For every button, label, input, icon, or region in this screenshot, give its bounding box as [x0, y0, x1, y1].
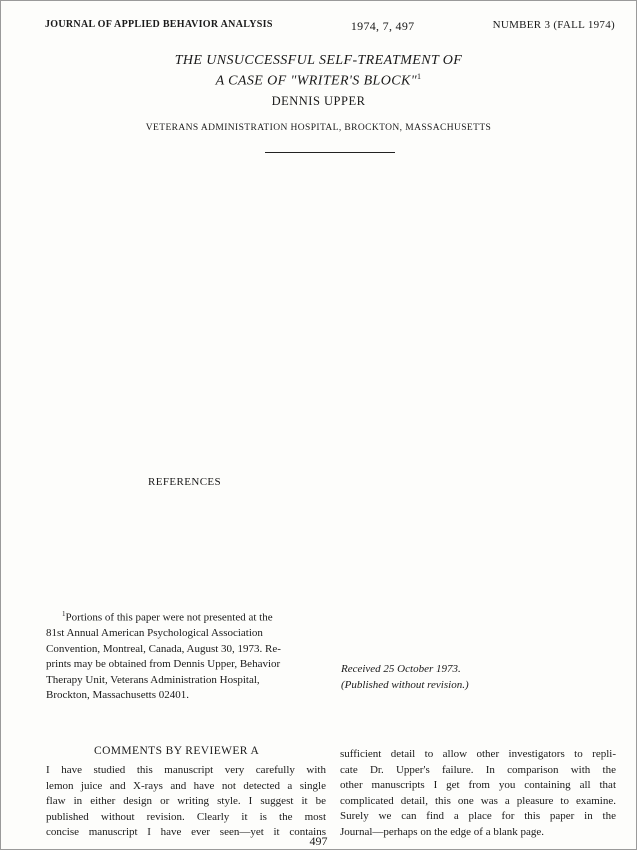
author-name: DENNIS UPPER: [271, 94, 366, 108]
comment-line: sufficient detail to allow other investigators to repli-: [340, 748, 616, 760]
comments-left-column: [46, 763, 326, 841]
footnote-line: Therapy Unit, Veterans Administration Hospital,: [46, 673, 260, 686]
title-footnote-mark: 1: [417, 72, 422, 81]
footnote-line: prints may be obtained from Dennis Upper, Behavior: [46, 658, 281, 671]
footnote-line: Convention, Montreal, Canada, August 30, 1973. Re-: [46, 642, 281, 655]
received-date: Received 25 October 1973.: [341, 663, 461, 675]
issue-info: NUMBER 3 (FALL 1974): [492, 19, 615, 31]
title-divider: [265, 152, 395, 153]
comment-line: concise manuscript I have ever seen—yet it contains: [46, 826, 326, 838]
footnote-line: 81st Annual American Psychological Association: [46, 627, 263, 640]
running-header: [45, 19, 615, 34]
footnote-line: Brockton, Massachusetts 02401.: [46, 689, 189, 702]
comment-line: cate Dr. Upper's failure. In comparison with the: [340, 763, 616, 776]
title-line-1: THE UNSUCCESSFUL SELF-TREATMENT OF: [174, 53, 463, 68]
received-note: [341, 662, 469, 693]
comment-line: I have studied this manuscript very carefully with: [46, 764, 326, 776]
references-heading: REFERENCES: [148, 476, 222, 488]
publication-note: (Published without revision.): [341, 678, 469, 691]
journal-name: JOURNAL OF APPLIED BEHAVIOR ANALYSIS: [45, 19, 273, 30]
comment-line: Surely we can find a place for this paper in the: [340, 810, 616, 822]
page-number: 497: [309, 834, 328, 848]
footnote-line: Portions of this paper were not presented at the: [65, 611, 273, 624]
comments-heading: COMMENTS BY REVIEWER A: [94, 745, 260, 757]
comment-line: Journal—perhaps on the edge of a blank page.: [340, 825, 545, 838]
author-affiliation: VETERANS ADMINISTRATION HOSPITAL, BROCKTON, MASSACHUSETTS: [145, 123, 492, 133]
comments-right-column: [340, 747, 616, 840]
title-line-2: A CASE OF "WRITER'S BLOCK": [215, 73, 418, 89]
article-title: [1, 53, 636, 90]
comment-line: other manuscripts I get from you containing all that: [340, 779, 616, 791]
comment-line: lemon juice and X-rays and have not detected a single: [46, 779, 326, 792]
footnote: [46, 607, 326, 704]
comment-line: published without revision. Clearly it is the most: [46, 810, 326, 823]
volume-info: 1974, 7, 497: [350, 19, 415, 33]
comment-line: complicated detail, this one was a pleasure to examine.: [340, 794, 616, 807]
footnote-mark: 1: [62, 610, 66, 618]
comment-line: flaw in either design or writing style. I suggest it be: [46, 795, 326, 807]
